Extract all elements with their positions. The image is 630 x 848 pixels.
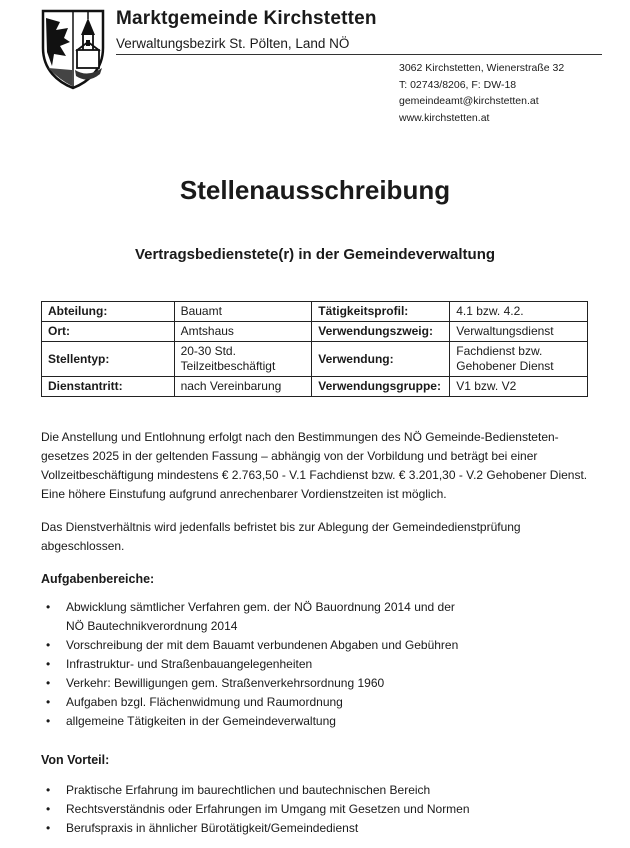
value-verwendungszweig: Verwaltungsdienst bbox=[450, 322, 588, 342]
label-verwendungszweig: Verwendungszweig: bbox=[312, 322, 450, 342]
list-item: • Berufspraxis in ähnlicher Bürotätigkeit/Gemeindedienst bbox=[41, 819, 601, 838]
label-verwendungsgruppe: Verwendungsgruppe: bbox=[312, 377, 450, 397]
list-item: • Infrastruktur- und Straßenbauangelegenheiten bbox=[41, 655, 601, 674]
label-taetigkeitsprofil: Tätigkeitsprofil: bbox=[312, 302, 450, 322]
section-heading-aufgaben: Aufgabenbereiche: bbox=[41, 572, 155, 586]
list-item-line: • Abwicklung sämtlicher Verfahren gem. der NÖ Bauordnung 2014 und der bbox=[66, 600, 455, 614]
org-subtitle: Verwaltungsbezirk St. Pölten, Land NÖ bbox=[116, 36, 350, 51]
paragraph-line: Eine höhere Einstufung aufgrund anrechenbarer Vordienstzeiten ist möglich. bbox=[41, 487, 447, 501]
value-stellentyp-line2: Teilzeitbeschäftigt bbox=[180, 359, 276, 373]
value-stellentyp bbox=[174, 342, 312, 377]
salary-paragraph bbox=[41, 428, 601, 504]
table-row bbox=[42, 302, 588, 322]
list-item: • Aufgaben bzgl. Flächenwidmung und Raumordnung bbox=[41, 693, 601, 712]
list-item: • Praktische Erfahrung im baurechtlichen und bautechnischen Bereich bbox=[41, 781, 601, 800]
list-item-line: NÖ Bautechnikverordnung 2014 bbox=[66, 619, 238, 633]
email-link[interactable]: gemeindeamt@kirchstetten.at bbox=[399, 95, 539, 107]
value-verwendung-line1: Fachdienst bzw. bbox=[456, 344, 543, 358]
list-item: • allgemeine Tätigkeiten in der Gemeindeverwaltung bbox=[41, 712, 601, 731]
coat-of-arms-icon bbox=[40, 8, 106, 90]
table-row bbox=[42, 322, 588, 342]
table-row bbox=[42, 377, 588, 397]
contract-paragraph bbox=[41, 518, 601, 556]
vorteil-list bbox=[41, 781, 601, 838]
aufgaben-list bbox=[41, 598, 601, 731]
value-dienstantritt: nach Vereinbarung bbox=[174, 377, 312, 397]
page-subtitle: Vertragsbedienstete(r) in der Gemeindeverwaltung bbox=[134, 246, 496, 263]
paragraph-line: abgeschlossen. bbox=[41, 539, 125, 553]
value-stellentyp-line1: 20-30 Std. bbox=[180, 344, 236, 358]
job-info-table bbox=[41, 301, 588, 397]
paragraph-line: Die Anstellung und Entlohnung erfolgt nach den Bestimmungen des NÖ Gemeinde-Bediensteten- bbox=[41, 430, 559, 444]
list-item bbox=[41, 598, 601, 636]
section-heading-vorteil: Von Vorteil: bbox=[41, 753, 110, 767]
value-taetigkeitsprofil: 4.1 bzw. 4.2. bbox=[450, 302, 588, 322]
paragraph-line: Vollzeitbeschäftigung mindestens € 2.763,50 - V.1 Fachdienst bzw. € 3.201,30 - V.2 Gehobener Dienst. bbox=[41, 468, 588, 482]
value-abteilung: Bauamt bbox=[174, 302, 312, 322]
value-ort: Amtshaus bbox=[174, 322, 312, 342]
label-ort: Ort: bbox=[42, 322, 175, 342]
value-verwendung-line2: Gehobener Dienst bbox=[456, 359, 554, 373]
paragraph-line: Das Dienstverhältnis wird jedenfalls befristet bis zur Ablegung der Gemeindedienstprüfung bbox=[41, 520, 521, 534]
label-abteilung: Abteilung: bbox=[42, 302, 175, 322]
value-verwendungsgruppe: V1 bzw. V2 bbox=[450, 377, 588, 397]
paragraph-line: gesetzes 2025 in der geltenden Fassung – abhängig von der Vorbildung und beträgt bei einer bbox=[41, 449, 538, 463]
list-item: • Vorschreibung der mit dem Bauamt verbundenen Abgaben und Gebühren bbox=[41, 636, 601, 655]
contact-block bbox=[399, 60, 564, 126]
phone: T: 02743/8206, F: DW-18 bbox=[399, 78, 517, 91]
list-item: • Verkehr: Bewilligungen gem. Straßenverkehrsordnung 1960 bbox=[41, 674, 601, 693]
label-dienstantritt: Dienstantritt: bbox=[42, 377, 175, 397]
list-item: • Rechtsverständnis oder Erfahrungen im Umgang mit Gesetzen und Normen bbox=[41, 800, 601, 819]
page-title: Stellenausschreibung bbox=[179, 175, 451, 205]
label-stellentyp: Stellentyp: bbox=[42, 342, 175, 377]
table-row bbox=[42, 342, 588, 377]
header-divider bbox=[116, 54, 602, 55]
address: 3062 Kirchstetten, Wienerstraße 32 bbox=[399, 62, 565, 74]
label-verwendung: Verwendung: bbox=[312, 342, 450, 377]
website-link[interactable]: www.kirchstetten.at bbox=[399, 111, 490, 124]
org-name: Marktgemeinde Kirchstetten bbox=[116, 8, 377, 29]
value-verwendung bbox=[450, 342, 588, 377]
